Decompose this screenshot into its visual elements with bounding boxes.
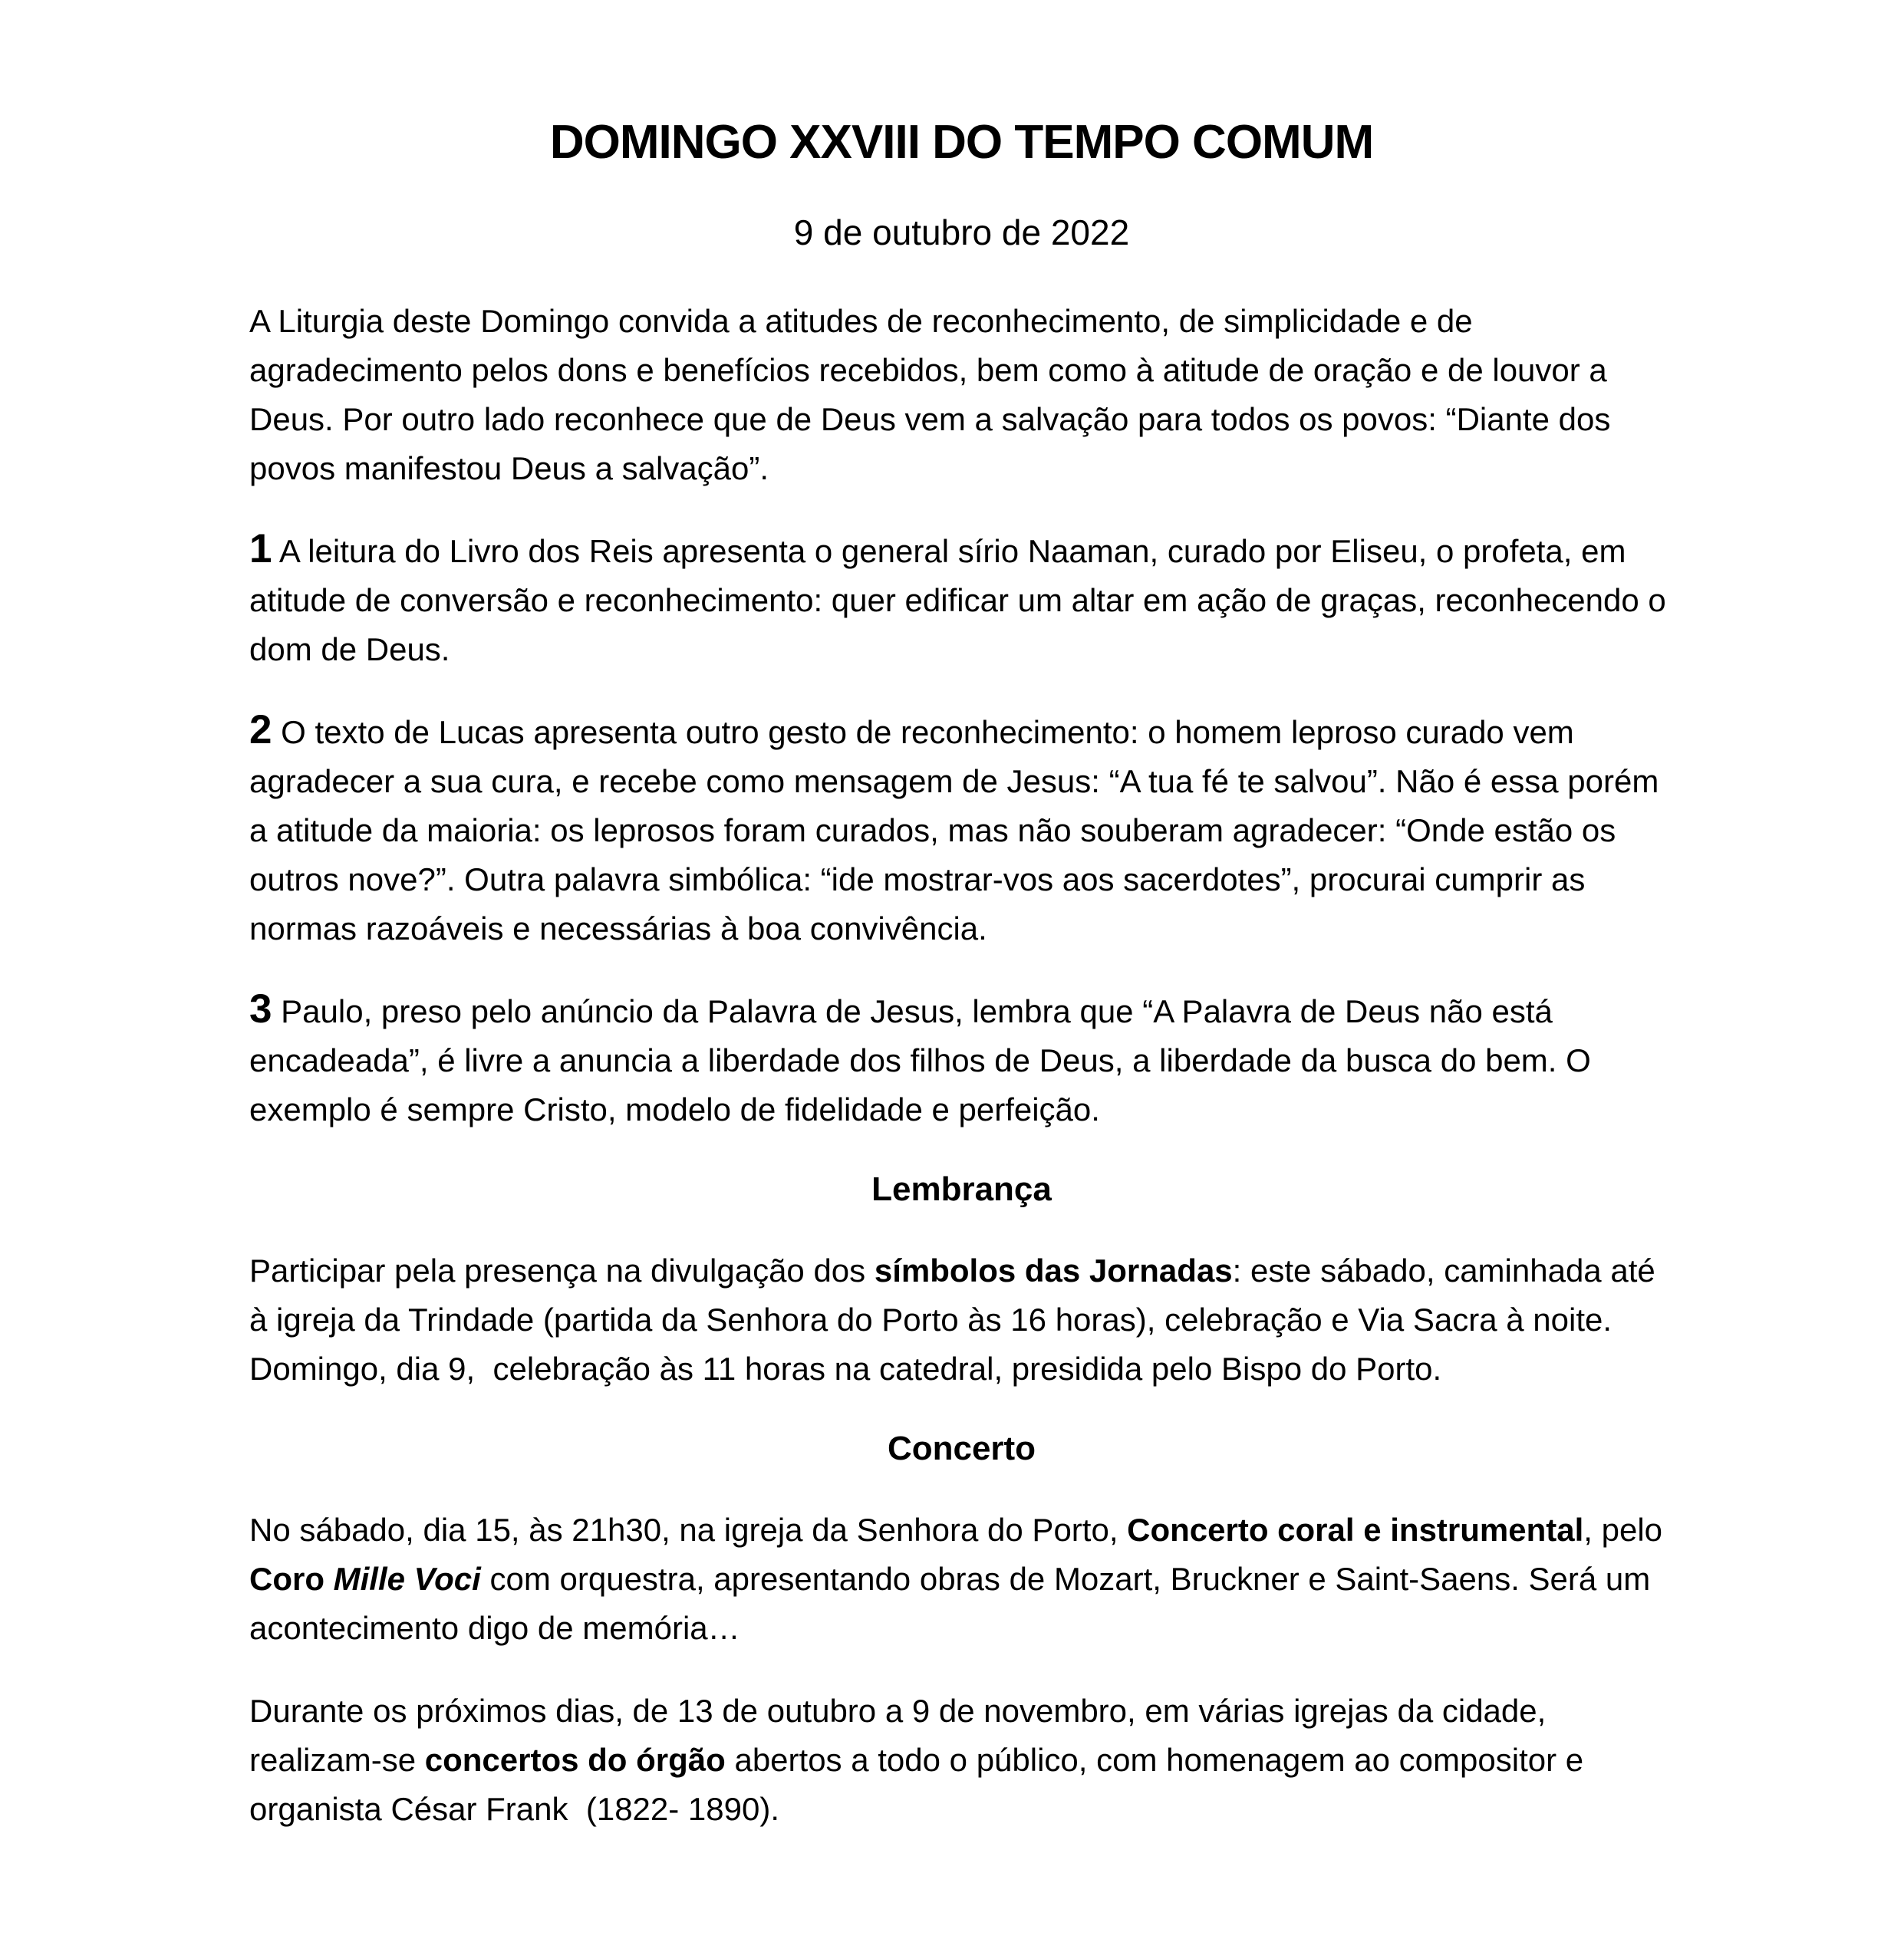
paragraph-number: 3 — [249, 986, 272, 1032]
text-run: , pelo — [1583, 1511, 1672, 1548]
text-run: Coro — [249, 1560, 334, 1597]
text-run: Mille Voci — [333, 1560, 481, 1597]
text-run: concertos do órgão — [424, 1741, 726, 1778]
text-run: A Liturgia deste Domingo convida a atitudes de reconhecimento, de simplicidade e de agradecimento pelos dons e benefícios recebidos, bem como à atitude de oração e de louvor a Deus. Por outro lado reconhece que de Deus vem a salvação para todos os povos: “Diante dos povos manifestou Deus a salvação”. — [249, 302, 1620, 486]
paragraph — [249, 1687, 1674, 1834]
section-heading: Concerto — [887, 1429, 1036, 1467]
text-run: A leitura do Livro dos Reis apresenta o general sírio Naaman, curado por Eliseu, o profeta, em atitude de conversão e reconhecimento: quer edificar um altar em ação de graças, reconhecendo o dom de Deus. — [249, 532, 1675, 667]
text-run: Paulo, preso pelo anúncio da Palavra de Jesus, lembra que “A Palavra de Deus não está encadeada”, é livre a anuncia a liberdade dos filhos de Deus, a liberdade da busca do bem. O exemplo é sempre Cristo, modelo de fidelidade e perfeição. — [249, 992, 1600, 1127]
numbered-paragraph — [249, 987, 1674, 1134]
document-title: DOMINGO XXVIII DO TEMPO COMUM — [549, 116, 1374, 169]
numbered-paragraph — [249, 708, 1674, 953]
paragraph-number: 2 — [249, 706, 272, 752]
paragraph — [249, 297, 1674, 493]
text-run: : este sábado, caminhada até à igreja da Trindade (partida da Senhora do Porto às 16 horas), celebração e Via Sacra à noite. Domingo, dia 9, celebração às 11 horas na catedral, presidida pelo Bispo do Porto. — [249, 1252, 1665, 1387]
numbered-paragraph — [249, 527, 1674, 674]
document-body — [249, 297, 1674, 1834]
text-run: símbolos das Jornadas — [874, 1252, 1233, 1289]
text-run: abertos a todo o público, com homenagem ao compositor e organista César Frank (1822- 1890). — [249, 1741, 1593, 1827]
paragraph — [249, 1246, 1674, 1394]
paragraph — [249, 1506, 1674, 1653]
text-run: com orquestra, apresentando obras de Mozart, Bruckner e Saint-Saens. Será um acontecimento digo de memória… — [249, 1560, 1659, 1646]
text-run: Durante os próximos dias, de 13 de outubro a 9 de novembro, em várias igrejas da cidade, realizam-se — [249, 1692, 1555, 1778]
paragraph-number: 1 — [249, 525, 272, 571]
text-run: Participar pela presença na divulgação dos — [249, 1252, 875, 1289]
section-heading: Lembrança — [871, 1170, 1052, 1208]
document-date: 9 de outubro de 2022 — [793, 212, 1130, 253]
text-run: O texto de Lucas apresenta outro gesto de reconhecimento: o homem leproso curado vem agradecer a sua cura, e recebe como mensagem de Jesus: “A tua fé te salvou”. Não é essa porém a atitude da maioria: os leprosos foram curados, mas não souberam agradecer: “Onde estão os outros nove?”. Outra palavra simbólica: “ide mostrar-vos aos sacerdotes”, procurai cumprir as normas razoáveis e necessárias à boa convivência. — [249, 713, 1668, 946]
text-run: Concerto coral e instrumental — [1127, 1511, 1584, 1548]
text-run: No sábado, dia 15, às 21h30, na igreja da Senhora do Porto, — [249, 1511, 1128, 1548]
